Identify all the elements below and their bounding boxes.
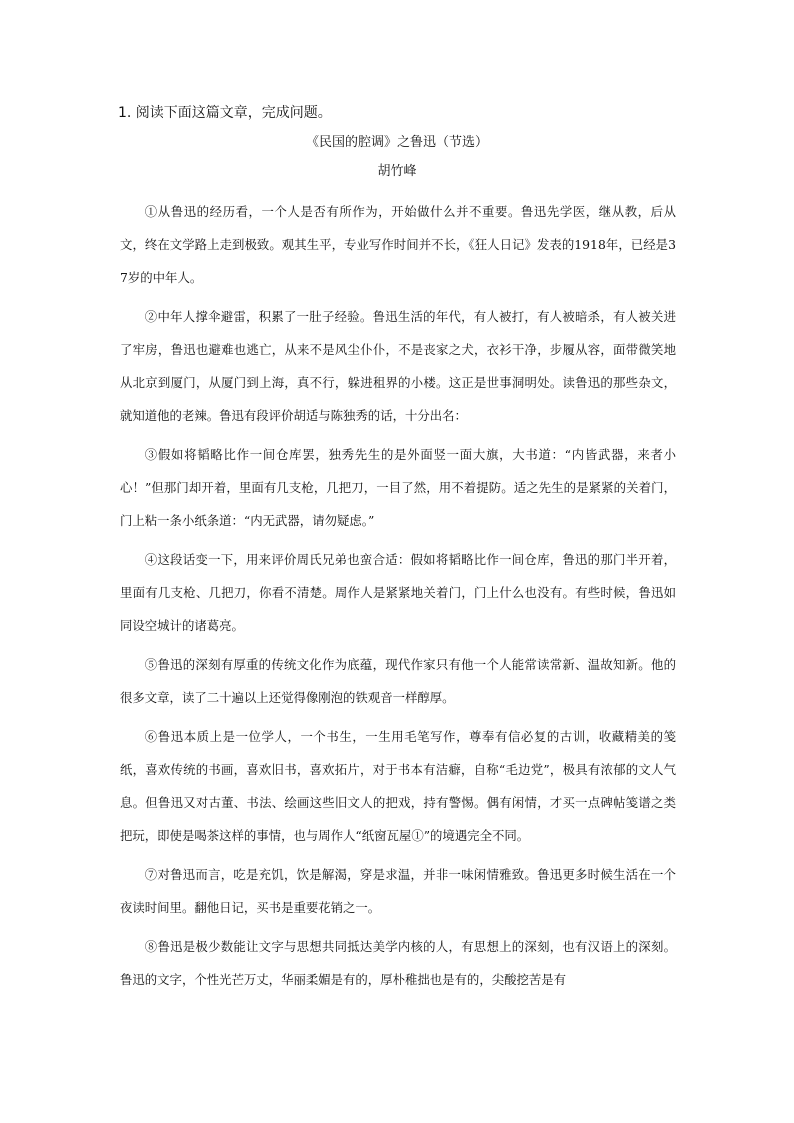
article-title: 《民国的腔调》之鲁迅（节选） — [305, 135, 488, 150]
paragraph-2: ②中年人撑伞避雷，积累了一肚子经验。鲁迅生活的年代，有人被打，有人被暗杀，有人被关进了牢房，鲁迅也避难也逃亡，从来不是风尘仆仆，不是丧家之犬，衣衫干净，步履从容，面带微笑地从北京到厦门，从厦门到上海，真不行，躲进租界的小楼。这正是世事洞明处。读鲁迅的那些杂文，就知道他的老辣。鲁迅有段评价胡适与陈独秀的话，十分出名： — [120, 309, 676, 423]
paragraph-4: ④这段话变一下，用来评价周氏兄弟也蛮合适：假如将韬略比作一间仓库，鲁迅的那门半开着，里面有几支枪、几把刀，你看不清楚。周作人是紧紧地关着门，门上什么也没有。有些时候，鲁迅如同设空城计的诸葛亮。 — [120, 552, 676, 633]
question-prompt: 1. 阅读下面这篇文章，完成问题。 — [118, 105, 332, 121]
paragraph-8: ⑧鲁迅是极少数能让文字与思想共同抵达美学内核的人，有思想上的深刻，也有汉语上的深刻。鲁迅的文字，个性光芒万丈，华丽柔媚是有的，厚朴稚拙也是有的，尖酸挖苦是有 — [120, 939, 676, 987]
paragraph-3: ③假如将韬略比作一间仓库罢，独秀先生的是外面竖一面大旗，大书道：“内皆武器，来者小心！”但那门却开着，里面有几支枪，几把刀，一目了然，用不着提防。适之先生的是紧紧的关着门，门上粘一条小纸条道：“内无武器，请勿疑虑。” — [120, 447, 676, 528]
paragraph-7: ⑦对鲁迅而言，吃是充饥，饮是解渴，穿是求温，并非一味闲情雅致。鲁迅更多时候生活在一个夜读时间里。翻他日记，买书是重要花销之一。 — [120, 867, 676, 915]
article-body — [120, 195, 676, 1002]
article-author: 胡竹峰 — [377, 164, 417, 179]
paragraph-5: ⑤鲁迅的深刻有厚重的传统文化作为底蕴，现代作家只有他一个人能常读常新、温故知新。他的很多文章，读了二十遍以上还觉得像刚泡的铁观音一样醇厚。 — [120, 657, 676, 705]
paragraph-1: ①从鲁迅的经历看，一个人是否有所作为，开始做什么并不重要。鲁迅先学医，继从教，后从文，终在文学路上走到极致。观其生平，专业写作时间并不长，《狂人日记》发表的1918年，已经是37岁的中年人。 — [120, 204, 676, 285]
paragraph-6: ⑥鲁迅本质上是一位学人，一个书生，一生用毛笔写作，尊奉有信必复的古训，收藏精美的笺纸，喜欢传统的书画，喜欢旧书，喜欢拓片，对于书本有洁癖，自称“毛边党”，极具有浓郁的文人气息。但鲁迅又对古董、书法、绘画这些旧文人的把戏，持有警惕。偶有闲情，才买一点碑帖笺谱之类把玩，即使是喝茶这样的事情，也与周作人“纸窗瓦屋①”的境遇完全不同。 — [120, 729, 676, 843]
